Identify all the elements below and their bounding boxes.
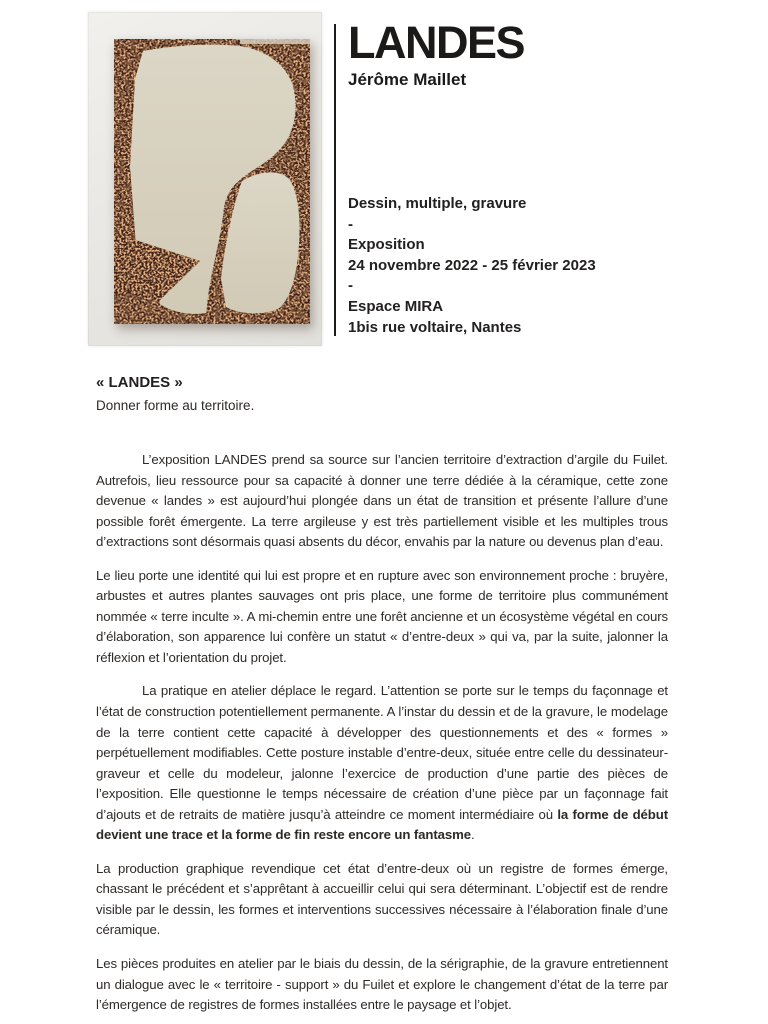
details-line: - bbox=[348, 215, 353, 233]
paragraph-bold-segment: la forme de début devient une trace et la forme de fin reste encore un fantasme bbox=[96, 806, 668, 843]
details-line: Exposition bbox=[348, 236, 425, 254]
artist-name: Jérôme Maillet bbox=[348, 70, 467, 89]
paragraph-segment: L’exposition LANDES prend sa source sur l’ancien territoire d’extraction d’argile du Fuilet. Autrefois, lieu ressource pour sa capacité à donner une terre dédiée à la céramique, cette zone devenue « landes » est aujourd’hui plongée dans un état de transition et présente l’allure d’une possible forêt émergente. La terre argileuse y est très partiellement visible et les multiples trous d’extractions sont désormais quasi absents du décor, envahis par la nature ou devenus plan d’eau. bbox=[96, 452, 668, 550]
body-paragraphs bbox=[96, 450, 668, 1016]
header bbox=[348, 19, 748, 90]
details-line: 24 novembre 2022 - 25 février 2023 bbox=[348, 256, 596, 274]
vertical-divider bbox=[334, 24, 336, 336]
details-line: Espace MIRA bbox=[348, 297, 444, 315]
body-heading: « LANDES » bbox=[96, 374, 183, 391]
paragraph bbox=[96, 450, 668, 553]
details-line: Dessin, multiple, gravure bbox=[348, 195, 527, 212]
paragraph bbox=[96, 859, 668, 941]
exhibition-title: LANDES bbox=[348, 17, 525, 68]
artwork-photo bbox=[88, 12, 322, 346]
paragraph-segment: La production graphique revendique cet état d’entre-deux où un registre de formes émerge, chassant le précédent et s’apprêtant à accueillir celui qui sera déterminant. L’objectif est de rendre visible par le dessin, les formes et interventions successives nécessaire à l’élaboration finale d’une céramique. bbox=[96, 860, 668, 938]
paragraph bbox=[96, 681, 668, 845]
details-line: 1bis rue voltaire, Nantes bbox=[348, 318, 522, 336]
body-text bbox=[96, 374, 668, 1024]
paragraph-segment: La pratique en atelier déplace le regard. L’attention se porte sur le temps du façonnage et l’état de construction potentiellement permanente. A l’instar du dessin et de la gravure, le modelage de la terre contient cette capacité à développer des questionnements et des « formes » perpétuellement modifiables. Cette posture instable d’entre-deux, située entre celle du dessinateur-graveur et celle du modeleur, jalonne l’exercice de production d’une partie des pièces de l’exposition. Elle questionne le temps nécessaire de création d’une pièce par un façonnage fait d’ajouts et de retraits de matière jusqu’à atteindre ce moment intermédiaire où bbox=[96, 683, 668, 822]
details-line: - bbox=[348, 277, 353, 295]
paragraph bbox=[96, 566, 668, 669]
artwork-canvas bbox=[114, 39, 310, 324]
body-subheading: Donner forme au territoire. bbox=[96, 398, 255, 413]
artwork-abstract-painting bbox=[114, 39, 310, 324]
paragraph-segment: Le lieu porte une identité qui lui est propre et en rupture avec son environnement proche : bruyère, arbustes et autres plantes sauvages ont pris place, une forme de territoire plus communément nommée « terre inculte ». A mi-chemin entre une forêt ancienne et un écosystème végétal en cours d’élaboration, son apparence lui confère un statut « d’entre-deux » qui va, par la suite, jalonner la réflexion et l’orientation du projet. bbox=[96, 567, 668, 665]
paragraph-segment: . bbox=[471, 827, 475, 843]
exhibition-details bbox=[348, 194, 728, 338]
paragraph-segment: Les pièces produites en atelier par le biais du dessin, de la sérigraphie, de la gravure entretiennent un dialogue avec le « territoire - support » du Fuilet et explore le changement d’état de la terre par l’émergence de registres de formes installées entre le paysage et l’objet. bbox=[96, 956, 668, 1013]
paragraph bbox=[96, 954, 668, 1016]
